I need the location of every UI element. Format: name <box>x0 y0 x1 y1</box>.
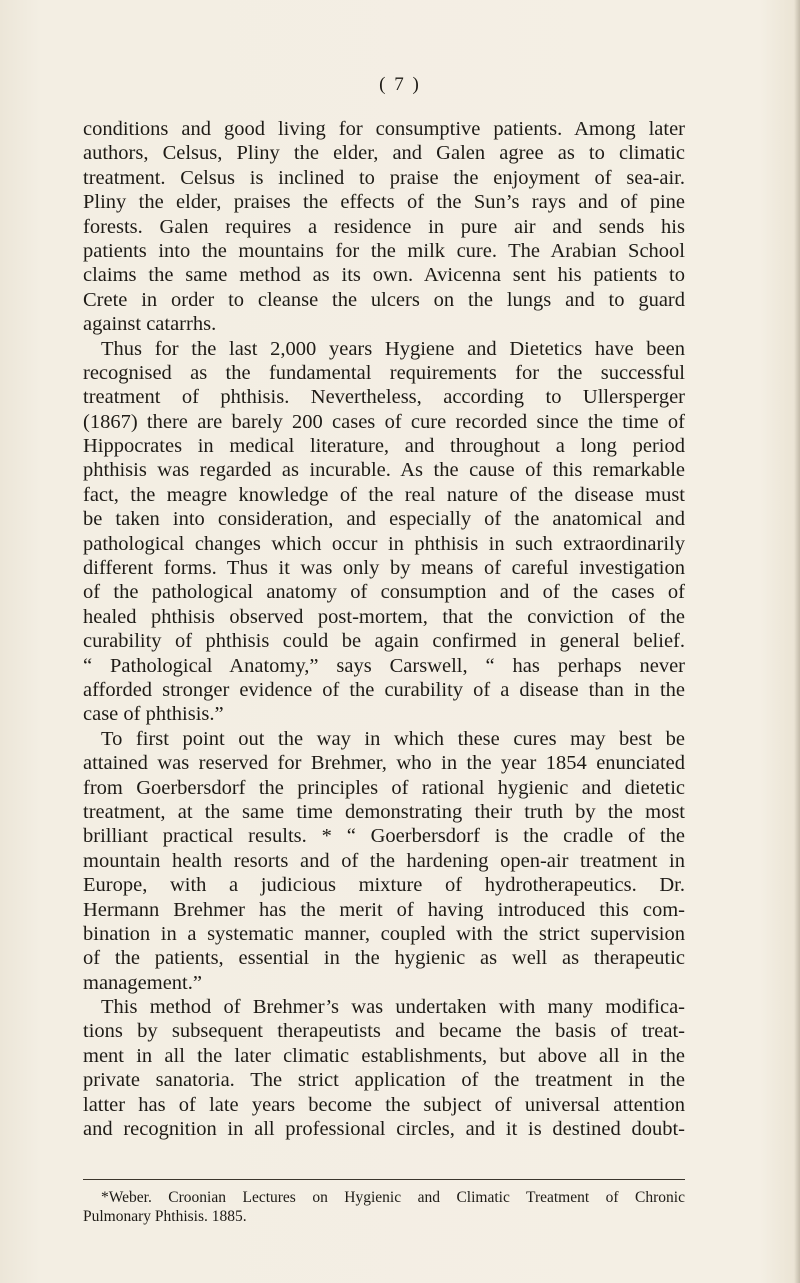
text-line: This method of Brehmer’s was undertaken with many modifica- <box>101 996 685 1019</box>
text-line: mountain health resorts and of the hardening open-air treatment in <box>83 849 685 872</box>
text-line: be taken into consideration, and especially of the anatomical and <box>83 508 685 531</box>
page-edge-shadow <box>794 0 800 1283</box>
text-line: recognised as the fundamental requirements for the successful <box>83 361 685 384</box>
text-line: of the pathological anatomy of consumption and of the cases of <box>83 581 685 604</box>
text-line: latter has of late years become the subject of universal attention <box>83 1093 685 1116</box>
text-line: attained was reserved for Brehmer, who in the year 1854 enunciated <box>83 752 685 775</box>
text-line: patients into the mountains for the milk cure. The Arabian School <box>83 239 685 262</box>
footnote-line: Pulmonary Phthisis. 1885. <box>83 1208 247 1225</box>
text-line: Hermann Brehmer has the merit of having introduced this com- <box>83 898 685 921</box>
text-line: curability of phthisis could be again confirmed in general belief. <box>83 630 685 653</box>
text-line: (1867) there are barely 200 cases of cure recorded since the time of <box>83 410 685 433</box>
footnote-divider <box>83 1179 685 1180</box>
text-line: case of phthisis.” <box>83 703 224 726</box>
text-line: treatment of phthisis. Nevertheless, according to Ullersperger <box>83 386 685 409</box>
text-line: authors, Celsus, Pliny the elder, and Galen agree as to climatic <box>83 142 685 165</box>
text-line: healed phthisis observed post-mortem, that the conviction of the <box>83 605 685 628</box>
text-line: against catarrhs. <box>83 313 217 336</box>
text-line: To first point out the way in which these cures may best be <box>101 727 685 750</box>
text-line: ment in all the later climatic establishments, but above all in the <box>83 1044 685 1067</box>
text-line: “ Pathological Anatomy,” says Carswell, “ has perhaps never <box>83 654 685 677</box>
text-line: and recognition in all professional circles, and it is destined doubt- <box>83 1118 685 1141</box>
text-line: Europe, with a judicious mixture of hydrotherapeutics. Dr. <box>83 874 685 897</box>
text-line: private sanatoria. The strict application of the treatment in the <box>83 1069 685 1092</box>
body-text <box>83 117 685 1141</box>
page-number: ( 7 ) <box>379 74 421 95</box>
text-line: fact, the meagre knowledge of the real nature of the disease must <box>83 483 685 506</box>
text-line: pathological changes which occur in phthisis in such extraordinarily <box>83 532 685 555</box>
text-line: treatment. Celsus is inclined to praise the enjoyment of sea-air. <box>83 166 685 189</box>
footnote <box>83 1188 685 1226</box>
text-line: Crete in order to cleanse the ulcers on the lungs and to guard <box>83 288 685 311</box>
text-line: Hippocrates in medical literature, and throughout a long period <box>83 435 685 458</box>
text-line: conditions and good living for consumptive patients. Among later <box>83 118 685 140</box>
text-line: from Goerbersdorf the principles of rational hygienic and dietetic <box>83 776 685 799</box>
text-line: bination in a systematic manner, coupled with the strict supervision <box>83 922 685 945</box>
text-line: management.” <box>83 971 202 994</box>
text-line: afforded stronger evidence of the curability of a disease than in the <box>83 678 685 701</box>
text-line: forests. Galen requires a residence in pure air and sends his <box>83 215 685 238</box>
text-line: tions by subsequent therapeutists and became the basis of treat- <box>83 1020 685 1043</box>
text-line: different forms. Thus it was only by means of careful investigation <box>83 557 685 580</box>
text-line: Thus for the last 2,000 years Hygiene and Dietetics have been <box>101 337 685 360</box>
text-line: claims the same method as its own. Avicenna sent his patients to <box>83 264 685 287</box>
text-line: phthisis was regarded as incurable. As the cause of this remarkable <box>83 459 685 482</box>
text-line: treatment, at the same time demonstrating their truth by the most <box>83 800 685 823</box>
footnote-line: *Weber. Croonian Lectures on Hygienic and Climatic Treatment of Chronic <box>101 1189 685 1206</box>
text-line: brilliant practical results. * “ Goerbersdorf is the cradle of the <box>83 825 685 848</box>
text-line: of the patients, essential in the hygienic as well as therapeutic <box>83 947 685 970</box>
text-line: Pliny the elder, praises the effects of the Sun’s rays and of pine <box>83 191 685 214</box>
